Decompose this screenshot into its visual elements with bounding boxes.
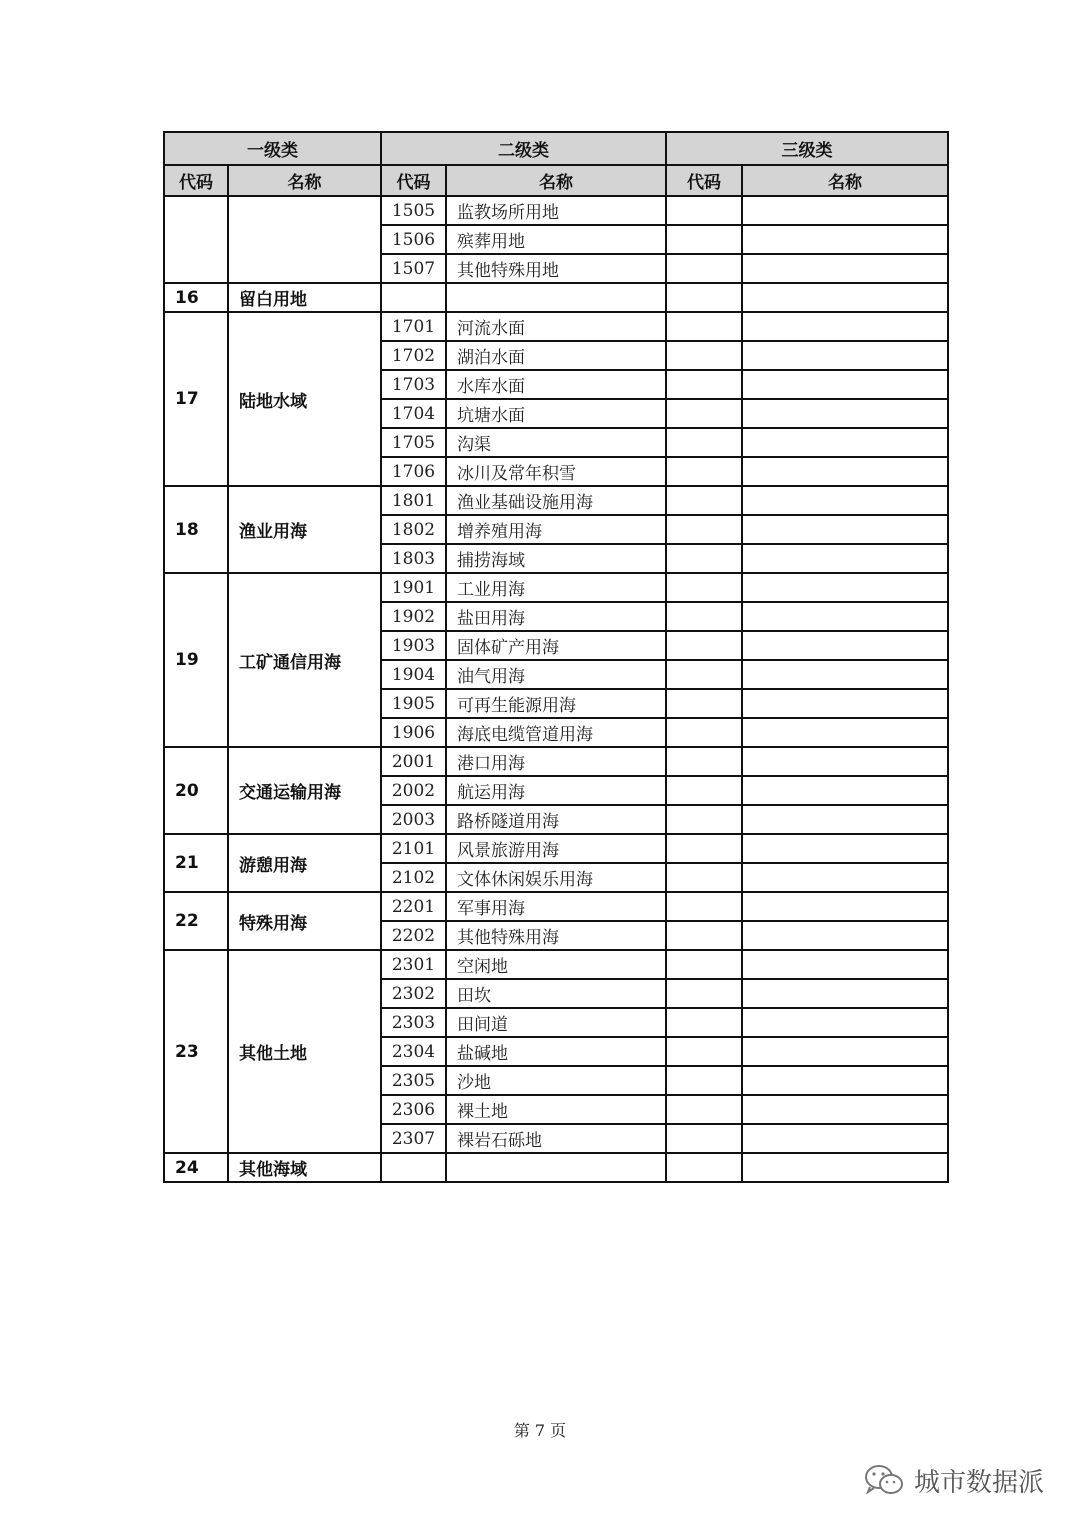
table-row xyxy=(164,747,948,776)
level2-name-cell: 监教场所用地 xyxy=(446,196,666,225)
level2-name-cell: 航运用海 xyxy=(446,776,666,805)
level1-name-cell: 其他土地 xyxy=(228,950,381,1153)
level2-name-cell: 渔业基础设施用海 xyxy=(446,486,666,515)
header-level2-code: 代码 xyxy=(381,165,446,196)
level2-name-cell: 油气用海 xyxy=(446,660,666,689)
level2-code-cell: 1903 xyxy=(381,631,446,660)
level3-code-cell xyxy=(666,660,742,689)
level3-name-cell xyxy=(742,544,948,573)
level2-code-cell: 1901 xyxy=(381,573,446,602)
header-level3: 三级类 xyxy=(666,132,948,165)
level3-code-cell xyxy=(666,631,742,660)
level2-code-cell: 1506 xyxy=(381,225,446,254)
level3-name-cell xyxy=(742,863,948,892)
level3-code-cell xyxy=(666,1008,742,1037)
level3-code-cell xyxy=(666,515,742,544)
level2-name-cell: 裸岩石砾地 xyxy=(446,1124,666,1153)
level1-code-cell: 22 xyxy=(164,892,228,950)
level2-code-cell: 2002 xyxy=(381,776,446,805)
header-level3-code: 代码 xyxy=(666,165,742,196)
level2-code-cell xyxy=(381,1153,446,1182)
level2-name-cell: 可再生能源用海 xyxy=(446,689,666,718)
level1-name-cell: 留白用地 xyxy=(228,283,381,312)
level2-name-cell: 冰川及常年积雪 xyxy=(446,457,666,486)
level3-name-cell xyxy=(742,1066,948,1095)
level3-name-cell xyxy=(742,689,948,718)
level3-name-cell xyxy=(742,602,948,631)
level2-name-cell: 路桥隧道用海 xyxy=(446,805,666,834)
level3-name-cell xyxy=(742,312,948,341)
header-level2-name: 名称 xyxy=(446,165,666,196)
level2-name-cell: 盐碱地 xyxy=(446,1037,666,1066)
level3-name-cell xyxy=(742,225,948,254)
level3-code-cell xyxy=(666,486,742,515)
level1-name-cell: 渔业用海 xyxy=(228,486,381,573)
level2-name-cell: 其他特殊用海 xyxy=(446,921,666,950)
watermark xyxy=(862,1460,1044,1500)
level3-name-cell xyxy=(742,1153,948,1182)
level1-name-cell: 其他海域 xyxy=(228,1153,381,1182)
level3-code-cell xyxy=(666,1066,742,1095)
level2-code-cell: 1704 xyxy=(381,399,446,428)
header-level3-name: 名称 xyxy=(742,165,948,196)
table-row xyxy=(164,312,948,341)
level3-name-cell xyxy=(742,196,948,225)
level2-code-cell: 1706 xyxy=(381,457,446,486)
level3-name-cell xyxy=(742,921,948,950)
level3-code-cell xyxy=(666,747,742,776)
land-classification-table xyxy=(163,131,949,1183)
level3-code-cell xyxy=(666,283,742,312)
level3-name-cell xyxy=(742,979,948,1008)
level1-name-cell xyxy=(228,196,381,283)
level2-code-cell: 1802 xyxy=(381,515,446,544)
level2-name-cell: 水库水面 xyxy=(446,370,666,399)
level3-name-cell xyxy=(742,254,948,283)
table-row xyxy=(164,834,948,863)
level2-name-cell: 田间道 xyxy=(446,1008,666,1037)
level1-code-cell: 19 xyxy=(164,573,228,747)
level3-code-cell xyxy=(666,457,742,486)
level3-code-cell xyxy=(666,689,742,718)
table-row xyxy=(164,950,948,979)
level1-code-cell: 17 xyxy=(164,312,228,486)
level2-code-cell: 1705 xyxy=(381,428,446,457)
level3-code-cell xyxy=(666,805,742,834)
level2-name-cell: 空闲地 xyxy=(446,950,666,979)
level3-code-cell xyxy=(666,1037,742,1066)
level2-name-cell: 坑塘水面 xyxy=(446,399,666,428)
level3-name-cell xyxy=(742,660,948,689)
level3-name-cell xyxy=(742,399,948,428)
level3-code-cell xyxy=(666,573,742,602)
level3-code-cell xyxy=(666,602,742,631)
level3-code-cell xyxy=(666,776,742,805)
wechat-icon xyxy=(862,1463,906,1497)
level2-code-cell: 1902 xyxy=(381,602,446,631)
level2-code-cell: 2306 xyxy=(381,1095,446,1124)
level1-code-cell: 21 xyxy=(164,834,228,892)
level3-name-cell xyxy=(742,1124,948,1153)
level2-code-cell: 1701 xyxy=(381,312,446,341)
level2-code-cell: 2307 xyxy=(381,1124,446,1153)
level2-code-cell: 1905 xyxy=(381,689,446,718)
level2-code-cell xyxy=(381,283,446,312)
level1-name-cell: 交通运输用海 xyxy=(228,747,381,834)
table-row xyxy=(164,486,948,515)
level3-name-cell xyxy=(742,457,948,486)
level3-name-cell xyxy=(742,631,948,660)
level1-name-cell: 游憩用海 xyxy=(228,834,381,892)
level3-name-cell xyxy=(742,747,948,776)
level1-name-cell: 工矿通信用海 xyxy=(228,573,381,747)
table-row xyxy=(164,283,948,312)
level3-name-cell xyxy=(742,573,948,602)
level2-code-cell: 1801 xyxy=(381,486,446,515)
level2-name-cell: 田坎 xyxy=(446,979,666,1008)
level3-code-cell xyxy=(666,1095,742,1124)
level2-code-cell: 1703 xyxy=(381,370,446,399)
level3-code-cell xyxy=(666,544,742,573)
level2-code-cell: 2304 xyxy=(381,1037,446,1066)
level2-name-cell: 工业用海 xyxy=(446,573,666,602)
header-level1-name: 名称 xyxy=(228,165,381,196)
level3-name-cell xyxy=(742,776,948,805)
level3-code-cell xyxy=(666,399,742,428)
level2-code-cell: 1904 xyxy=(381,660,446,689)
level3-code-cell xyxy=(666,863,742,892)
level3-name-cell xyxy=(742,1037,948,1066)
level3-code-cell xyxy=(666,834,742,863)
level2-code-cell: 1803 xyxy=(381,544,446,573)
level2-name-cell: 河流水面 xyxy=(446,312,666,341)
level3-name-cell xyxy=(742,805,948,834)
level3-code-cell xyxy=(666,892,742,921)
page-number: 第 7 页 xyxy=(513,1421,567,1440)
level3-code-cell xyxy=(666,921,742,950)
level3-code-cell xyxy=(666,196,742,225)
level3-code-cell xyxy=(666,950,742,979)
level2-code-cell: 2102 xyxy=(381,863,446,892)
level2-name-cell: 盐田用海 xyxy=(446,602,666,631)
header-row-fields xyxy=(164,165,948,196)
level1-code-cell: 16 xyxy=(164,283,228,312)
level3-code-cell xyxy=(666,225,742,254)
level2-name-cell: 捕捞海域 xyxy=(446,544,666,573)
level2-code-cell: 2003 xyxy=(381,805,446,834)
level2-name-cell: 殡葬用地 xyxy=(446,225,666,254)
level3-code-cell xyxy=(666,341,742,370)
table-body xyxy=(164,196,948,1182)
level3-code-cell xyxy=(666,370,742,399)
level2-code-cell: 2301 xyxy=(381,950,446,979)
level3-name-cell xyxy=(742,834,948,863)
level3-name-cell xyxy=(742,486,948,515)
level1-name-cell: 陆地水域 xyxy=(228,312,381,486)
level1-code-cell: 20 xyxy=(164,747,228,834)
level3-code-cell xyxy=(666,1153,742,1182)
level2-name-cell: 裸土地 xyxy=(446,1095,666,1124)
level2-name-cell: 沟渠 xyxy=(446,428,666,457)
watermark-text: 城市数据派 xyxy=(914,1467,1045,1498)
header-row-levels xyxy=(164,132,948,165)
level2-name-cell: 文体休闲娱乐用海 xyxy=(446,863,666,892)
level1-code-cell xyxy=(164,196,228,283)
level2-code-cell: 2302 xyxy=(381,979,446,1008)
level2-name-cell: 其他特殊用地 xyxy=(446,254,666,283)
header-level2: 二级类 xyxy=(381,132,666,165)
level2-code-cell: 1906 xyxy=(381,718,446,747)
level3-code-cell xyxy=(666,979,742,1008)
table-row xyxy=(164,573,948,602)
level3-name-cell xyxy=(742,892,948,921)
level2-code-cell: 2303 xyxy=(381,1008,446,1037)
level2-name-cell: 固体矿产用海 xyxy=(446,631,666,660)
level2-name-cell: 增养殖用海 xyxy=(446,515,666,544)
table-row xyxy=(164,1153,948,1182)
level2-code-cell: 2202 xyxy=(381,921,446,950)
level3-name-cell xyxy=(742,283,948,312)
level3-name-cell xyxy=(742,950,948,979)
level2-code-cell: 2001 xyxy=(381,747,446,776)
level3-name-cell xyxy=(742,515,948,544)
level2-code-cell: 1507 xyxy=(381,254,446,283)
level3-name-cell xyxy=(742,370,948,399)
level2-name-cell xyxy=(446,1153,666,1182)
table-row xyxy=(164,892,948,921)
level2-name-cell xyxy=(446,283,666,312)
level2-name-cell: 军事用海 xyxy=(446,892,666,921)
level2-code-cell: 2201 xyxy=(381,892,446,921)
level3-name-cell xyxy=(742,718,948,747)
level2-name-cell: 海底电缆管道用海 xyxy=(446,718,666,747)
level2-code-cell: 1505 xyxy=(381,196,446,225)
level3-name-cell xyxy=(742,1008,948,1037)
level3-code-cell xyxy=(666,254,742,283)
header-level1: 一级类 xyxy=(164,132,381,165)
table-row xyxy=(164,196,948,225)
header-level1-code: 代码 xyxy=(164,165,228,196)
level2-name-cell: 湖泊水面 xyxy=(446,341,666,370)
level2-code-cell: 1702 xyxy=(381,341,446,370)
level2-name-cell: 沙地 xyxy=(446,1066,666,1095)
level2-code-cell: 2101 xyxy=(381,834,446,863)
level3-code-cell xyxy=(666,718,742,747)
level2-code-cell: 2305 xyxy=(381,1066,446,1095)
level2-name-cell: 港口用海 xyxy=(446,747,666,776)
level1-name-cell: 特殊用海 xyxy=(228,892,381,950)
level3-name-cell xyxy=(742,428,948,457)
level3-code-cell xyxy=(666,312,742,341)
level1-code-cell: 18 xyxy=(164,486,228,573)
level3-code-cell xyxy=(666,428,742,457)
level1-code-cell: 24 xyxy=(164,1153,228,1182)
level3-name-cell xyxy=(742,1095,948,1124)
level3-code-cell xyxy=(666,1124,742,1153)
level3-name-cell xyxy=(742,341,948,370)
level1-code-cell: 23 xyxy=(164,950,228,1153)
level2-name-cell: 风景旅游用海 xyxy=(446,834,666,863)
